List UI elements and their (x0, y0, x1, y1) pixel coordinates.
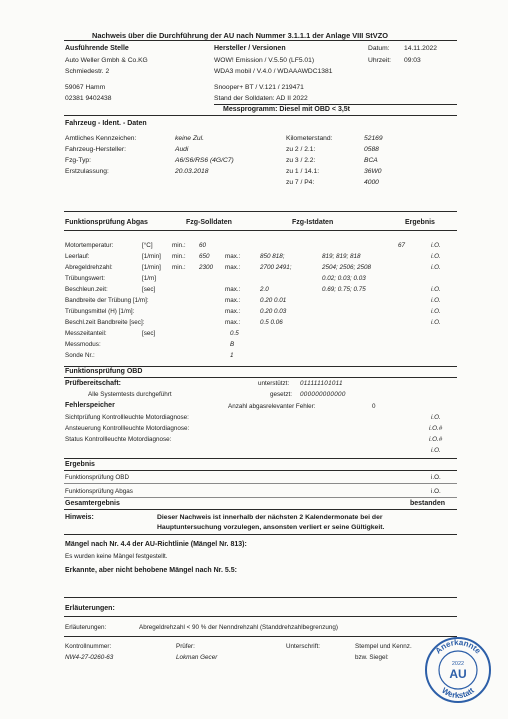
exhaust-row-label: Beschleun.zeit: (65, 286, 108, 293)
exhaust-row-result: i.O. (431, 242, 441, 249)
date-value: 14.11.2022 (404, 45, 437, 52)
divider (64, 597, 457, 598)
exhaust-row-actual-value: 819; 819; 818 (322, 253, 361, 260)
result-row-value: i.O. (431, 474, 441, 481)
vehicle-right-value: 0588 (364, 146, 379, 153)
note-label: Hinweis: (65, 514, 94, 521)
result-row-label: Funktionsprüfung Abgas (65, 488, 133, 495)
exhaust-row-label: Messmodus: (65, 341, 101, 348)
exhaust-row-actual-value: 2504; 2506; 2508 (322, 264, 372, 271)
exhaust-row-min-label: min.: (172, 264, 186, 271)
stamp-top-text: Anerkannte (433, 637, 483, 656)
vehicle-field-label: Fzg-Typ: (65, 157, 92, 164)
executor-line: 59067 Hamm (65, 84, 106, 91)
exhaust-row-result: i.O. (431, 319, 441, 326)
defects-text: Es wurden keine Mängel festgestellt. (65, 553, 168, 560)
exhaust-row-target-value: 2700 2491; (260, 264, 292, 271)
workshop-stamp (424, 636, 492, 704)
exhaust-row-actual-value: 0.02; 0.03; 0.03 (322, 275, 366, 282)
executor-line: Auto Weller Gmbh & Co.KG (65, 57, 148, 64)
obd-supported-value: 011111101011 (300, 380, 343, 387)
manufacturer-line: WOW! Emission / V.5.50 (LF5.01) (214, 57, 315, 64)
exhaust-row-target-value: 0.5 (230, 330, 239, 337)
vehicle-field-label: Fahrzeug-Hersteller: (65, 146, 126, 153)
exhaust-row-result: i.O. (431, 253, 441, 260)
exhaust-row-min-label: min.: (172, 242, 186, 249)
note-line: Dieser Nachweis ist innerhalb der nächsten 2 Kalendermonate bei der (157, 514, 383, 521)
exhaust-heading: Funktionsprüfung Abgas (65, 219, 148, 226)
result-row-value: i.O. (431, 488, 441, 495)
exhaust-row-max-label: max.: (225, 253, 241, 260)
exhaust-row-unit: [1/min] (142, 253, 161, 260)
vehicle-heading: Fahrzeug - Ident. - Daten (65, 120, 147, 127)
divider (64, 483, 457, 484)
executor-heading: Ausführende Stelle (65, 45, 129, 52)
exhaust-row-min-label: min.: (172, 253, 186, 260)
manufacturer-line: Snooper+ BT / V.121 / 219471 (214, 84, 304, 91)
total-result-label: Gesamtergebnis (65, 500, 120, 507)
exhaust-row-result: i.O. (431, 297, 441, 304)
divider (64, 509, 457, 510)
exhaust-row-max-label: max.: (225, 297, 241, 304)
obd-ready-heading: Prüfbereitschaft: (65, 380, 122, 387)
divider (64, 497, 457, 498)
stamp-center-text: AU (449, 667, 467, 681)
exhaust-row-max-label: max.: (225, 286, 241, 293)
divider (64, 115, 457, 116)
obd-heading: Funktionsprüfung OBD (65, 368, 143, 375)
defects-heading: Mängel nach Nr. 4.4 der AU-Richtlinie (Mängel Nr. 813): (65, 541, 247, 548)
obd-row-label: Ansteuerung Kontrollleuchte Motordiagnose: (65, 425, 190, 432)
exhaust-row-label: Messzeitanteil: (65, 330, 107, 337)
exhaust-row-label: Beschl.zeit Bandbreite [sec]: (65, 319, 145, 326)
recognized-defects-heading: Erkannte, aber nicht behobene Mängel nach Nr. 5.5: (65, 567, 237, 574)
exhaust-row-unit: [1/min] (142, 264, 161, 271)
vehicle-field-value: A6/S6/RS6 (4G/C7) (175, 157, 234, 164)
exhaust-row-label: Bandbreite der Trübung [1/m]: (65, 297, 149, 304)
vehicle-right-label: zu 2 / 2.1: (286, 146, 316, 153)
exhaust-row-actual-value: 0.69; 0.75; 0.75 (322, 286, 366, 293)
exhaust-row-target-value: 850 818; (260, 253, 285, 260)
time-value: 09:03 (404, 57, 421, 64)
exhaust-row-target-value: 0.20 0.03 (260, 308, 287, 315)
executor-line: 02381 9402438 (65, 95, 112, 102)
vehicle-right-label: zu 3 / 2.2: (286, 157, 316, 164)
exhaust-row-max-label: max.: (225, 319, 241, 326)
stamp-bottom-text: Werkstatt (440, 685, 476, 701)
obd-errcount-value: 0 (372, 403, 376, 410)
vehicle-right-value: 4000 (364, 179, 379, 186)
obd-row-label: Status Kontrollleuchte Motordiagnose: (65, 436, 172, 443)
obd-set-value: 000000000000 (300, 391, 346, 398)
signature-label: Unterschrift: (286, 643, 320, 650)
program-label: Messprogramm: Diesel mit OBD < 3,5t (223, 106, 351, 113)
manufacturer-line: WDA3 mobil / V.4.0 / WDAAAWDC1381 (214, 68, 333, 75)
exhaust-row-target-value: 1 (230, 352, 234, 359)
exhaust-row-result: i.O. (431, 286, 441, 293)
exhaust-row-label: Abregeldrehzahl: (65, 264, 113, 271)
document-title: Nachweis über die Durchführung der AU nach Nummer 3.1.1.1 der Anlage VIII StVZO (92, 31, 388, 40)
exhaust-row-unit: [°C] (142, 242, 153, 249)
exhaust-col-target: Fzg-Solldaten (186, 219, 232, 226)
time-label: Uhrzeit: (368, 57, 392, 64)
exhaust-row-min-value: 2300 (199, 264, 214, 271)
exhaust-row-max-label: max.: (225, 308, 241, 315)
vehicle-field-label: Erstzulassung: (65, 168, 109, 175)
exhaust-row-min-value: 60 (199, 242, 207, 249)
examiner-label: Prüfer: (176, 643, 195, 650)
exhaust-row-target-value: 0.5 0.06 (260, 319, 283, 326)
exhaust-col-actual: Fzg-Istdaten (292, 219, 334, 226)
divider (64, 534, 457, 535)
exhaust-row-label: Motortemperatur: (65, 242, 114, 249)
examiner-value: Lokman Gecer (176, 654, 218, 661)
note-line: Hauptuntersuchung vorzulegen, ansonsten verliert er seine Gültigkeit. (157, 524, 385, 531)
vehicle-right-value: 36W0 (364, 168, 382, 175)
exhaust-row-unit: [sec] (142, 286, 156, 293)
date-label: Datum: (368, 45, 390, 52)
obd-row-result: i.O.# (429, 425, 443, 432)
control-number-value: NW4-27-0260-63 (65, 654, 114, 661)
vehicle-right-label: Kilometerstand: (286, 135, 333, 142)
result-heading: Ergebnis (65, 461, 95, 468)
exhaust-row-label: Leerlauf: (65, 253, 90, 260)
obd-row-result: i.O. (431, 414, 441, 421)
exhaust-row-min-value: 650 (199, 253, 210, 260)
vehicle-right-label: zu 7 / P4: (286, 179, 315, 186)
exhaust-row-target-value: 2.0 (260, 286, 269, 293)
total-result-value: bestanden (410, 500, 446, 507)
vehicle-right-value: 52169 (364, 135, 383, 142)
executor-line: Schmiedestr. 2 (65, 68, 110, 75)
divider (64, 616, 457, 617)
divider (64, 377, 457, 378)
stamp-year: 2022 (451, 661, 465, 667)
manufacturer-line: Stand der Solldaten: AD II 2022 (214, 95, 308, 102)
obd-row-label: Sichtprüfung Kontrollleuchte Motordiagnose: (65, 414, 189, 421)
exhaust-row-label: Trübungsmittel (H) [1/m]: (65, 308, 135, 315)
divider (214, 104, 457, 105)
exhaust-row-target-value: 0.20 0.01 (260, 297, 287, 304)
exhaust-row-max-label: max.: (225, 264, 241, 271)
obd-errcount-label: Anzahl abgasrelevanter Fehler: (228, 403, 316, 410)
exhaust-row-label: Sonde Nr.: (65, 352, 95, 359)
exhaust-col-result: Ergebnis (405, 219, 435, 226)
obd-status-result: i.O. (431, 447, 441, 454)
explanations-heading: Erläuterungen: (65, 605, 115, 612)
stamp-label: Stempel und Kennz. (355, 643, 412, 650)
exhaust-row-result: i.O. (431, 264, 441, 271)
exhaust-row-actual-value: 67 (398, 242, 406, 249)
stamp-label: bzw. Siegel: (355, 654, 389, 661)
vehicle-field-label: Amtliches Kennzeichen: (65, 135, 137, 142)
manufacturer-heading: Hersteller / Versionen (214, 45, 286, 52)
exhaust-row-unit: [sec] (142, 330, 156, 337)
divider (64, 458, 457, 459)
exhaust-row-label: Trübungswert: (65, 275, 106, 282)
vehicle-field-value: Audi (175, 146, 189, 153)
obd-errmem-heading: Fehlerspeicher (65, 402, 115, 409)
obd-all-tests: Alle Systemtests durchgeführt (88, 391, 172, 398)
divider (64, 211, 457, 212)
explanations-label: Erläuterungen: (65, 624, 107, 631)
exhaust-row-target-value: B (230, 341, 235, 348)
divider (64, 40, 457, 41)
divider (64, 636, 457, 637)
exhaust-row-unit: [1/m] (142, 275, 156, 282)
divider (64, 470, 457, 471)
result-row-label: Funktionsprüfung OBD (65, 474, 130, 481)
explanations-text: Abregeldrehzahl < 90 % der Nenndrehzahl (Standdrehzahlbegrenzung) (139, 624, 339, 631)
divider (64, 366, 457, 367)
vehicle-field-value: keine Zul. (175, 135, 204, 142)
exhaust-row-result: i.O. (431, 308, 441, 315)
obd-row-result: i.O.# (429, 436, 443, 443)
obd-supported-label: unterstützt: (258, 380, 290, 387)
vehicle-field-value: 20.03.2018 (175, 168, 209, 175)
control-number-label: Kontrollnummer: (65, 643, 112, 650)
vehicle-right-value: BCA (364, 157, 378, 164)
obd-set-label: gesetzt: (270, 391, 293, 398)
divider (64, 230, 457, 231)
vehicle-right-label: zu 1 / 14.1: (286, 168, 320, 175)
